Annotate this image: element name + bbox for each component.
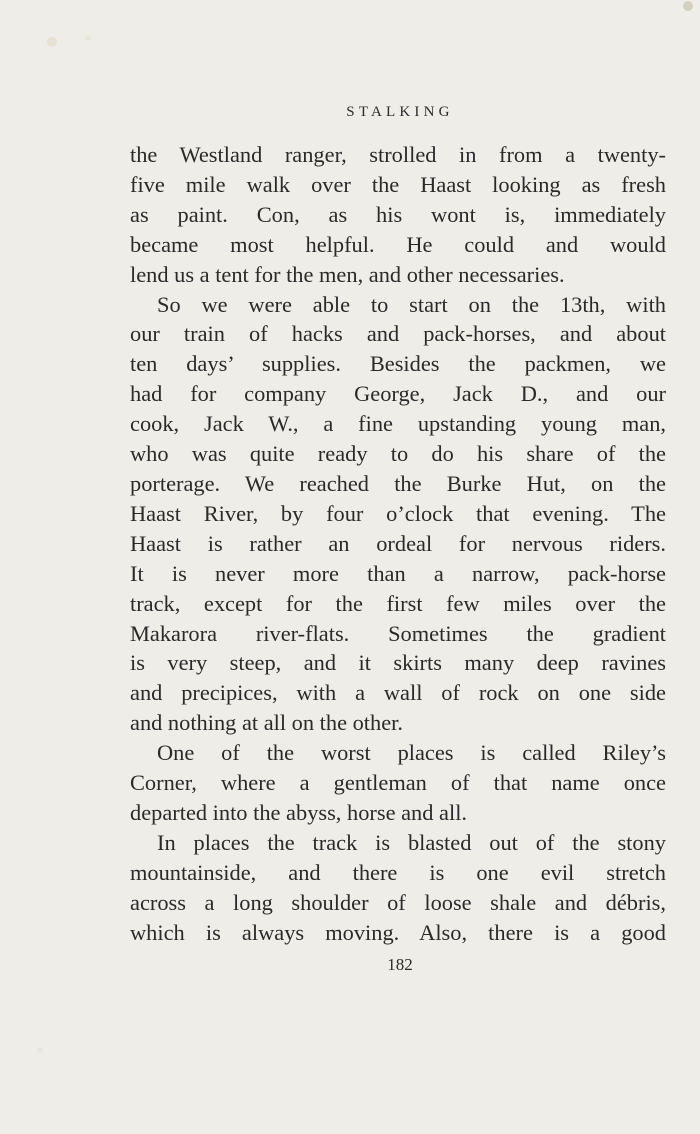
text-line: It is never more than a narrow, pack-horse — [130, 560, 666, 586]
running-head: STALKING — [346, 104, 454, 120]
paragraph-3 — [130, 738, 666, 828]
text-line: In places the track is blasted out of the stony — [157, 829, 666, 855]
text-line: who was quite ready to do his share of the — [130, 441, 666, 467]
text-line: ten days’ supplies. Besides the packmen, we — [130, 351, 666, 377]
text-line: cook, Jack W., a fine upstanding young man, — [130, 411, 666, 437]
text-line: Haast is rather an ordeal for nervous riders. — [130, 530, 666, 556]
paragraph-2 — [130, 290, 666, 739]
text-line: became most helpful. He could and would — [130, 231, 666, 257]
text-line: which is always moving. Also, there is a good — [130, 919, 666, 945]
text-line: the Westland ranger, strolled in from a twenty- — [130, 142, 666, 167]
text-line: departed into the abyss, horse and all. — [130, 799, 468, 825]
text-line: Haast River, by four o’clock that evening. The — [130, 500, 666, 526]
text-line: had for company George, Jack D., and our — [130, 381, 666, 407]
text-line: is very steep, and it skirts many deep ravines — [130, 650, 666, 676]
text-line: five mile walk over the Haast looking as fresh — [130, 171, 666, 197]
text-line: as paint. Con, as his wont is, immediately — [130, 201, 666, 227]
text-line: So we were able to start on the 13th, with — [157, 291, 666, 317]
text-line: Corner, where a gentleman of that name once — [130, 770, 666, 796]
text-line: porterage. We reached the Burke Hut, on the — [130, 470, 666, 496]
text-line: mountainside, and there is one evil stretch — [130, 859, 666, 885]
text-line: and nothing at all on the other. — [130, 710, 403, 736]
body-text — [130, 140, 666, 947]
paragraph-1 — [130, 140, 666, 290]
page-number: 182 — [387, 955, 413, 974]
text-line: lend us a tent for the men, and other necessaries. — [130, 261, 565, 287]
text-line: One of the worst places is called Riley’s — [157, 740, 666, 766]
text-line: track, except for the first few miles over the — [130, 590, 666, 616]
text-line: our train of hacks and pack-horses, and about — [130, 321, 666, 347]
text-line: Makarora river-flats. Sometimes the gradient — [130, 620, 666, 646]
paragraph-4 — [130, 828, 666, 948]
text-line: and precipices, with a wall of rock on one side — [130, 680, 666, 706]
text-line: across a long shoulder of loose shale and débris, — [130, 889, 666, 915]
